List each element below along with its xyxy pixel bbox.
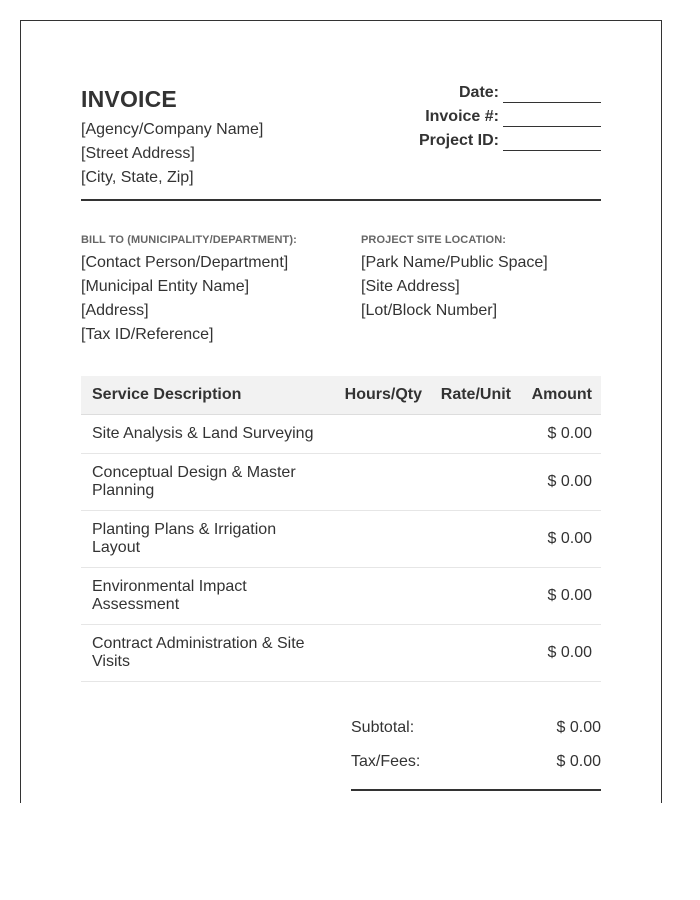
row-amount: $ 0.00 [547,473,592,490]
header-hours-qty: Hours/Qty [344,386,422,403]
tax-value: $ 0.00 [556,753,601,770]
header-divider [81,199,601,201]
invoice-number-blank [503,109,601,127]
header-service-description: Service Description [92,386,242,403]
header-rate-unit: Rate/Unit [440,386,511,403]
project-id-blank [503,133,601,151]
tax-row [351,745,601,779]
row-description: Site Analysis & Land Surveying [92,425,314,442]
invoice-header [81,85,601,201]
subtotal-label: Subtotal: [351,719,415,736]
row-amount: $ 0.00 [547,425,592,442]
table-row [81,415,601,454]
invoice-page [20,20,662,803]
table-row [81,454,601,511]
site-location-line: [Site Address] [361,278,460,295]
company-name: [Agency/Company Name] [81,121,264,138]
tax-label: Tax/Fees: [351,753,421,770]
row-description: Contract Administration & Site Visits [92,635,305,670]
invoice-number-field [425,107,601,127]
table-header [81,376,601,415]
date-label: Date: [458,84,499,101]
totals-divider [351,789,601,791]
bill-to-line: [Municipal Entity Name] [81,278,250,295]
services-table [81,376,601,682]
bill-to-block [81,233,341,347]
bill-to-title: BILL TO (MUNICIPALITY/DEPARTMENT): [81,234,297,246]
subtotal-row [351,711,601,745]
table-row [81,511,601,568]
project-id-field [419,131,601,151]
site-location-line: [Park Name/Public Space] [361,254,548,271]
invoice-number-label: Invoice #: [425,108,499,125]
header-amount: Amount [531,386,592,403]
bill-to-line: [Address] [81,302,149,319]
row-amount: $ 0.00 [547,530,592,547]
site-location-title: PROJECT SITE LOCATION: [361,234,507,246]
row-description: Environmental Impact Assessment [92,578,247,613]
company-street: [Street Address] [81,145,195,162]
row-amount: $ 0.00 [547,644,592,661]
date-field [459,83,601,103]
bill-to-line: [Tax ID/Reference] [81,326,214,343]
table-row [81,568,601,625]
totals-block [351,711,601,779]
subtotal-value: $ 0.00 [556,719,601,736]
table-row [81,625,601,682]
row-description: Planting Plans & Irrigation Layout [92,521,277,556]
project-id-label: Project ID: [418,132,499,149]
bill-to-line: [Contact Person/Department] [81,254,289,271]
site-location-block [361,233,621,323]
invoice-title: INVOICE [81,86,177,112]
date-blank [503,85,601,103]
row-amount: $ 0.00 [547,587,592,604]
company-city: [City, State, Zip] [81,169,194,186]
row-description: Conceptual Design & Master Planning [92,464,296,499]
site-location-line: [Lot/Block Number] [361,302,498,319]
